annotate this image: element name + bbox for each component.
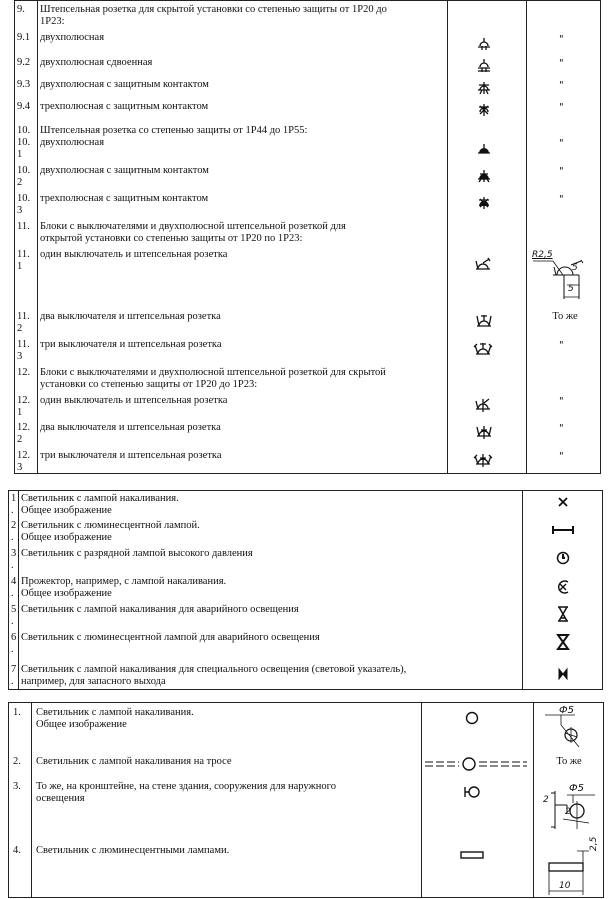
socket-2p-filled-icon <box>477 143 491 155</box>
cross-icon <box>557 496 569 508</box>
block-hidden-2-icon <box>475 424 493 440</box>
bowtie-icon <box>558 668 568 680</box>
dim-10: 10 <box>559 881 571 891</box>
circle-on-cable-icon <box>423 757 529 771</box>
hourglass-icon <box>557 606 569 622</box>
dim-5-a: 5 <box>572 263 578 273</box>
bar-icon <box>551 524 575 536</box>
table-lamps: 1 . Светильник с лампой накаливания. Общее изображение 2 . Светильник с люминесцентной лампой. Общее изображение 3 . Светильник с разрядной лампой высокого давления 4 . Прожектор, например, с лампой накаливания. Общее изображение 5 . Светильник с лампой накаливания для аварийного освещения 6 . Светильник с люминесцентной лампой для аварийного освещения 7 . Светильник с лампой накаливания для специального освещения (световой указатель), например, для запасного выхода <box>8 490 603 690</box>
socket-3p-ground-icon <box>477 103 491 117</box>
dim-5-b: 5 <box>568 284 574 294</box>
socket-2p-double-icon <box>477 59 491 73</box>
block-hidden-1-icon <box>475 397 491 413</box>
circle-icon <box>465 711 479 725</box>
hourglass-bold-icon <box>557 634 569 650</box>
block-3-icon <box>473 341 493 357</box>
block-2-icon <box>475 313 493 329</box>
dim-r: R2,5 <box>532 250 553 260</box>
dim-phi-1: Ф5 <box>559 705 574 716</box>
socket-2p-ground-filled-icon <box>477 169 491 183</box>
block-1-icon <box>475 256 491 272</box>
block-hidden-3-icon <box>473 452 493 468</box>
socket-2p-ground-icon <box>477 81 491 95</box>
circle-dot-icon <box>556 551 570 565</box>
table-fixtures: 1. Светильник с лампой накаливания. Общее изображение 2. Светильник с лампой накаливания на тросе 3. То же, на кронштейне, на стене здания, сооружения для наружного освещения 4. Светильник с люминесцентными лампами. То же Ф5 Ф5 2 2 2,5 10 <box>8 702 604 898</box>
socket-2p-icon <box>477 37 491 51</box>
dim-2-5: 2,5 <box>589 836 599 851</box>
socket-3p-ground-filled-icon <box>477 196 491 210</box>
dim-2: 2 <box>543 795 549 805</box>
circle-x-icon <box>555 579 571 595</box>
dim-phi-2: Ф5 <box>569 783 584 794</box>
dim-2-b: 2 <box>565 807 571 817</box>
wall-bracket-icon <box>463 785 481 799</box>
rectangle-icon <box>460 850 484 860</box>
table-sockets: 9. Штепсельная розетка для скрытой установки со степенью защиты от 1Р20 до 1Р23: 9.1 двухполюсная 9.2 двухполюсная сдвоенная 9.3 двухполюсная с защитным контактом 9.4 трехполюсная с защитным контактом 10. Штепсельная розетка со степенью защиты от 1Р44 до 1Р55: 10. 1 двухполюсная 10. 2 двухполюсная с защитным контактом 10. 3 трехполюсная с защитным контактом 11. Блоки с выключателями и двухполюсной штепсельной розеткой для открытой установки со степенью защиты от 1Р20 по 1Р23: 11. 1 один выключатель и штепсельная розетка 11. 2 два выключателя и штепсельная розетка 11. 3 три выключателя и штепсельная розетка 12. Блоки с выключателями и двухполюсной штепсельной розеткой для скрытой установки со степенью защиты от 1Р20 до 1Р23: 12. 1 один выключатель и штепсельная розетка 12. 2 два выключателя и штепсельная розетка 12. 3 три выключателя и штепсельная розетка " " " " " " " То же " " " " R2,5 5 5 <box>14 0 601 474</box>
